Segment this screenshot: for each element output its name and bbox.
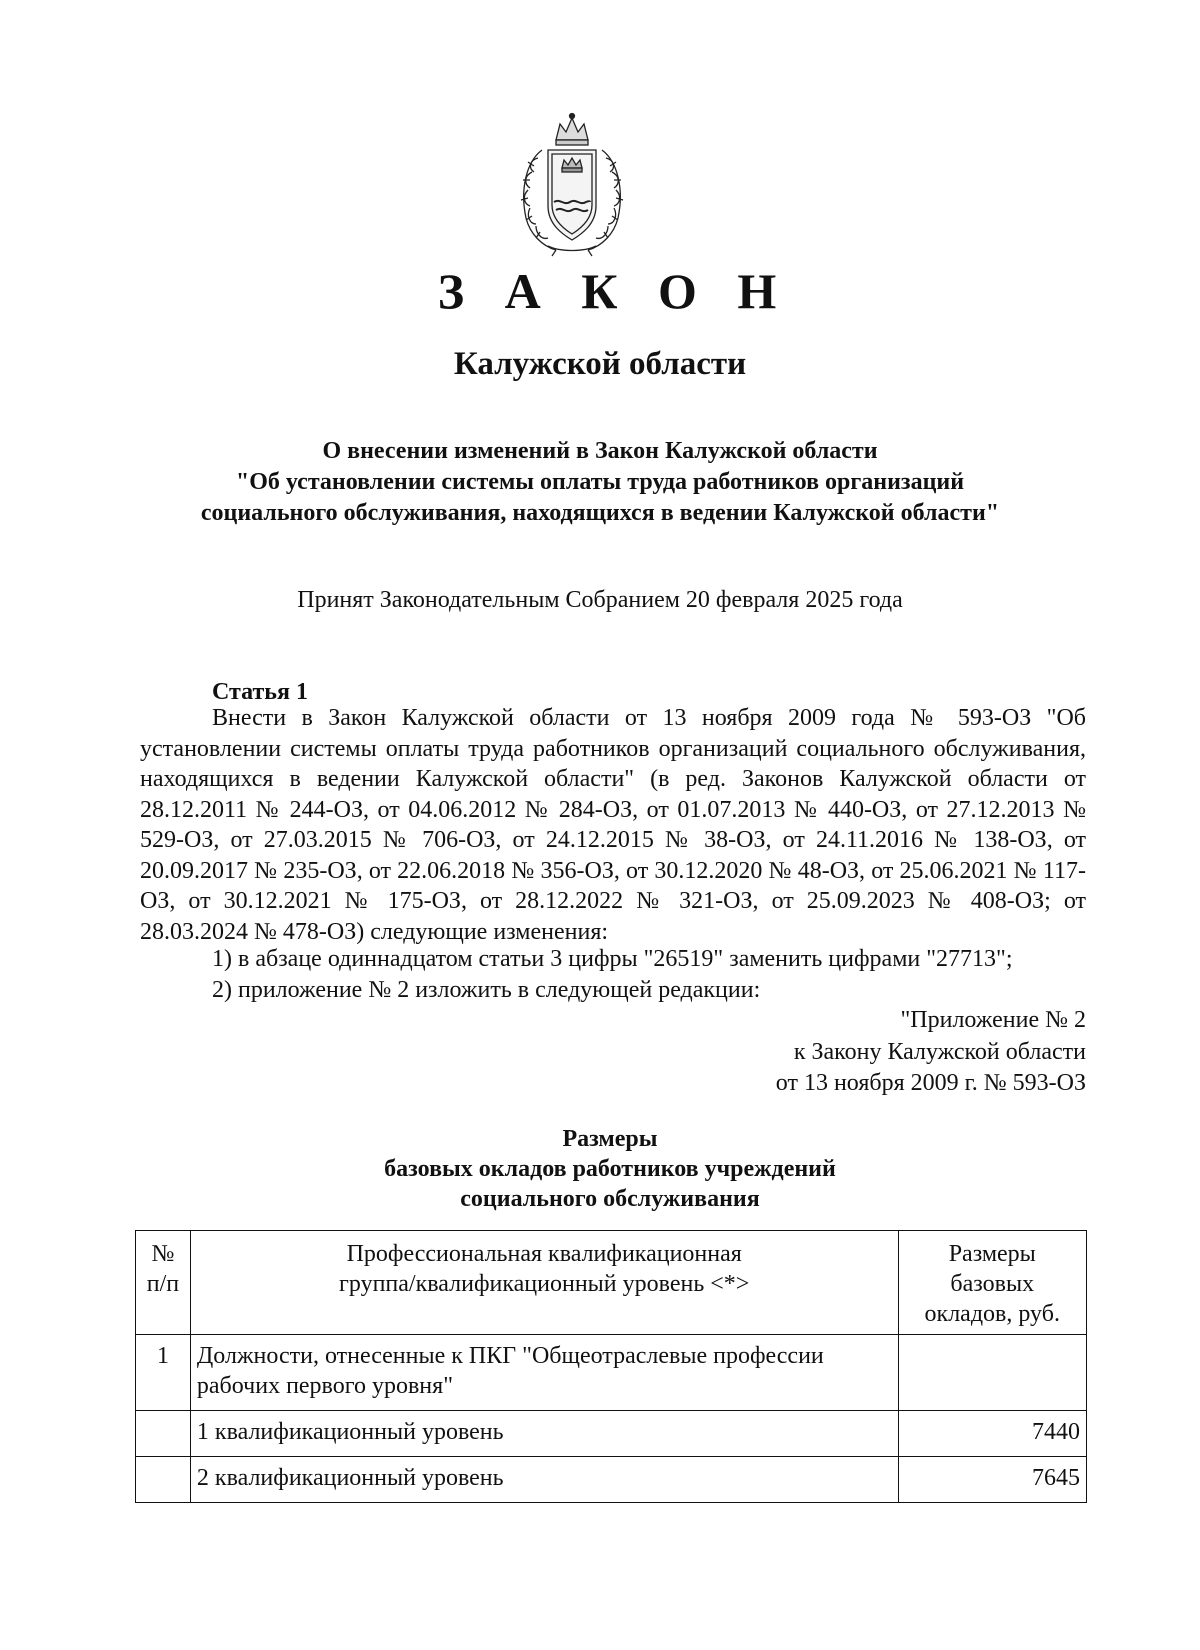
appendix-line: к Закону Калужской области (793, 1038, 1086, 1065)
row-qualification-line: рабочих первого уровня" (196, 1373, 453, 1399)
row-salary-value: 7645 (898, 1457, 1087, 1503)
header-qualification-group (190, 1231, 898, 1335)
header-salary-line: базовых (950, 1271, 1035, 1297)
appendix-line: "Приложение № 2 (900, 1007, 1086, 1033)
table-title (300, 1124, 920, 1214)
amendment-item-2: 2) приложение № 2 изложить в следующей редакции: (212, 977, 761, 1003)
header-salary-line: Размеры (948, 1241, 1036, 1267)
law-name-line: "Об установлении системы оплаты труда работников организаций (235, 469, 965, 495)
row-number (136, 1411, 191, 1457)
row-salary-value (898, 1335, 1087, 1411)
table-header-row (136, 1231, 1087, 1335)
article-title: Статья 1 (212, 679, 308, 705)
kaluga-coat-of-arms-icon (512, 110, 632, 258)
adoption-note: Принят Законодательным Собранием 20 февраля 2025 года (297, 587, 903, 613)
law-name (150, 436, 1050, 529)
row-qualification-level: 1 квалификационный уровень (190, 1411, 898, 1457)
appendix-reference (776, 1005, 1086, 1100)
document-subtitle: Калужской области (453, 346, 747, 382)
row-number: 1 (136, 1335, 191, 1411)
table-row (136, 1457, 1087, 1503)
row-number (136, 1457, 191, 1503)
law-name-line: социального обслуживания, находящихся в ведении Калужской области" (200, 500, 1000, 526)
table-title-line: социального обслуживания (460, 1186, 760, 1212)
header-number-line: п/п (146, 1271, 180, 1297)
coat-of-arms-emblem (512, 110, 632, 258)
table-row (136, 1335, 1087, 1411)
article-body: Внести в Закон Калужской области от 13 ноября 2009 года № 593-ОЗ "Об установлении системы оплаты труда работников организаций социального обслуживания, находящихся в ведении Калужской области" (в ред. Законов Калужской области от 28.12.2011 № 244-ОЗ, от 04.06.2012 № 284-ОЗ, от 01.07.2013 № 440-ОЗ, от 27.12.2013 № 529-ОЗ, от 27.03.2015 № 706-ОЗ, от 24.12.2015 № 38-ОЗ, от 24.11.2016 № 138-ОЗ, от 20.09.2017 № 235-ОЗ, от 22.06.2018 № 356-ОЗ, от 30.12.2020 № 48-ОЗ, от 25.06.2021 № 117-ОЗ, от 30.12.2021 № 175-ОЗ, от 28.12.2022 № 321-ОЗ, от 25.09.2023 № 408-ОЗ; от 28.03.2024 № 478-ОЗ) следующие изменения: (140, 705, 1086, 945)
amendment-item-1: 1) в абзаце одиннадцатом статьи 3 цифры "26519" заменить цифрами "27713"; (212, 946, 1013, 972)
header-number-line: № (151, 1241, 175, 1267)
header-salary-line: окладов, руб. (924, 1301, 1060, 1327)
row-qualification-line: Должности, отнесенные к ПКГ "Общеотраслевые профессии (196, 1343, 824, 1369)
row-qualification-level: 2 квалификационный уровень (190, 1457, 898, 1503)
law-name-line: О внесении изменений в Закон Калужской области (322, 438, 878, 464)
header-number (136, 1231, 191, 1335)
header-salary-size (898, 1231, 1087, 1335)
header-qualification-line: Профессиональная квалификационная (346, 1241, 742, 1267)
appendix-line: от 13 ноября 2009 г. № 593-ОЗ (775, 1070, 1086, 1096)
table-title-line: Размеры (562, 1126, 658, 1152)
document-title: З А К О Н (437, 263, 791, 319)
row-salary-value: 7440 (898, 1411, 1087, 1457)
table-row (136, 1411, 1087, 1457)
row-qualification-group (190, 1335, 898, 1411)
salary-table (135, 1230, 1087, 1503)
table-title-line: базовых окладов работников учреждений (384, 1156, 836, 1182)
header-qualification-line: группа/квалификационный уровень <*> (339, 1271, 750, 1297)
